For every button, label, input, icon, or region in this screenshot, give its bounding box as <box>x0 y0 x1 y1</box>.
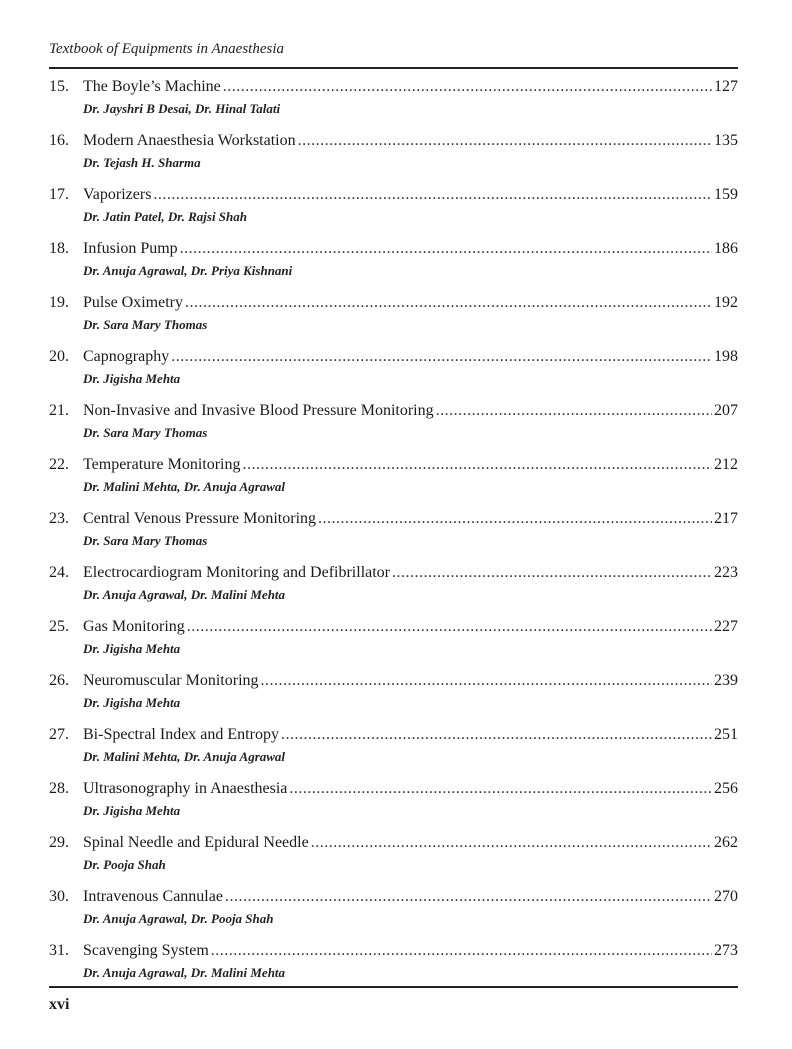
chapter-page: 192 <box>714 294 738 311</box>
toc-entry <box>49 184 738 238</box>
chapter-authors: Dr. Tejash H. Sharma <box>83 155 201 170</box>
chapter-authors: Dr. Anuja Agrawal, Dr. Pooja Shah <box>83 911 274 926</box>
chapter-number: 20. <box>49 348 69 365</box>
header-rule <box>49 67 738 69</box>
chapter-number: 18. <box>49 240 69 257</box>
chapter-page: 256 <box>714 780 738 797</box>
chapter-page: 223 <box>714 564 738 581</box>
dot-leader <box>289 778 712 800</box>
chapter-number: 27. <box>49 726 69 743</box>
toc-entry <box>49 130 738 184</box>
chapter-authors: Dr. Malini Mehta, Dr. Anuja Agrawal <box>83 749 286 764</box>
page-number: xvi <box>49 996 70 1013</box>
toc-entry <box>49 400 738 454</box>
chapter-title: Non-Invasive and Invasive Blood Pressure Monitoring <box>83 402 434 419</box>
chapter-page: 270 <box>714 888 738 905</box>
chapter-title: Bi-Spectral Index and Entropy <box>83 726 279 743</box>
chapter-number: 21. <box>49 402 69 419</box>
dot-leader <box>318 508 712 530</box>
chapter-number: 28. <box>49 780 69 797</box>
dot-leader <box>211 940 712 962</box>
chapter-number: 25. <box>49 618 69 635</box>
chapter-authors: Dr. Jayshri B Desai, Dr. Hinal Talati <box>83 101 281 116</box>
dot-leader <box>180 238 712 260</box>
toc-entry <box>49 724 738 778</box>
chapter-page: 207 <box>714 402 738 419</box>
chapter-number: 26. <box>49 672 69 689</box>
chapter-title: Capnography <box>83 348 170 365</box>
dot-leader <box>171 346 712 368</box>
toc-entry <box>49 346 738 400</box>
chapter-title: Infusion Pump <box>83 240 178 257</box>
chapter-authors: Dr. Sara Mary Thomas <box>83 317 208 332</box>
dot-leader <box>153 184 712 206</box>
toc-entry <box>49 238 738 292</box>
chapter-authors: Dr. Jigisha Mehta <box>83 695 181 710</box>
chapter-authors: Dr. Jigisha Mehta <box>83 371 181 386</box>
chapter-page: 186 <box>714 240 738 257</box>
chapter-page: 251 <box>714 726 738 743</box>
dot-leader <box>436 400 712 422</box>
chapter-number: 31. <box>49 942 69 959</box>
toc-entry <box>49 616 738 670</box>
dot-leader <box>243 454 713 476</box>
chapter-title: Intravenous Cannulae <box>83 888 223 905</box>
chapter-number: 30. <box>49 888 69 905</box>
chapter-title: Vaporizers <box>83 186 152 203</box>
chapter-authors: Dr. Sara Mary Thomas <box>83 533 208 548</box>
toc-entry <box>49 508 738 562</box>
footer-rule <box>49 986 738 988</box>
chapter-authors: Dr. Anuja Agrawal, Dr. Malini Mehta <box>83 587 286 602</box>
chapter-title: Temperature Monitoring <box>83 456 241 473</box>
dot-leader <box>225 886 712 908</box>
toc-entry <box>49 292 738 346</box>
chapter-title: Neuromuscular Monitoring <box>83 672 259 689</box>
chapter-title: Ultrasonography in Anaesthesia <box>83 780 288 797</box>
chapter-number: 17. <box>49 186 69 203</box>
chapter-page: 217 <box>714 510 738 527</box>
chapter-title: Gas Monitoring <box>83 618 185 635</box>
chapter-page: 127 <box>714 78 738 95</box>
chapter-authors: Dr. Anuja Agrawal, Dr. Malini Mehta <box>83 965 286 980</box>
chapter-page: 159 <box>714 186 738 203</box>
chapter-title: The Boyle’s Machine <box>83 78 221 95</box>
toc-entry <box>49 76 738 130</box>
chapter-authors: Dr. Jatin Patel, Dr. Rajsi Shah <box>83 209 247 224</box>
chapter-authors: Dr. Jigisha Mehta <box>83 641 181 656</box>
chapter-title: Central Venous Pressure Monitoring <box>83 510 317 527</box>
dot-leader <box>298 130 712 152</box>
chapter-authors: Dr. Malini Mehta, Dr. Anuja Agrawal <box>83 479 286 494</box>
chapter-authors: Dr. Pooja Shah <box>83 857 166 872</box>
chapter-page: 212 <box>714 456 738 473</box>
chapter-title: Spinal Needle and Epidural Needle <box>83 834 309 851</box>
chapter-number: 22. <box>49 456 69 473</box>
chapter-title: Pulse Oximetry <box>83 294 183 311</box>
toc-entry <box>49 832 738 886</box>
chapter-page: 262 <box>714 834 738 851</box>
dot-leader <box>392 562 712 584</box>
toc-entry <box>49 562 738 616</box>
dot-leader <box>223 76 712 98</box>
toc-entry <box>49 778 738 832</box>
running-header-title: Textbook of Equipments in Anaesthesia <box>49 41 284 57</box>
chapter-number: 15. <box>49 78 69 95</box>
toc-entry <box>49 670 738 724</box>
chapter-title: Scavenging System <box>83 942 209 959</box>
dot-leader <box>187 616 712 638</box>
dot-leader <box>281 724 712 746</box>
chapter-title: Modern Anaesthesia Workstation <box>83 132 296 149</box>
chapter-title: Electrocardiogram Monitoring and Defibrillator <box>83 564 391 581</box>
chapter-number: 24. <box>49 564 69 581</box>
chapter-page: 227 <box>714 618 738 635</box>
chapter-page: 239 <box>714 672 738 689</box>
chapter-number: 16. <box>49 132 69 149</box>
toc-entry <box>49 454 738 508</box>
chapter-number: 19. <box>49 294 69 311</box>
chapter-authors: Dr. Jigisha Mehta <box>83 803 181 818</box>
chapter-page: 135 <box>714 132 738 149</box>
chapter-number: 23. <box>49 510 69 527</box>
dot-leader <box>185 292 712 314</box>
chapter-authors: Dr. Sara Mary Thomas <box>83 425 208 440</box>
toc-entry <box>49 886 738 940</box>
chapter-number: 29. <box>49 834 69 851</box>
chapter-page: 198 <box>714 348 738 365</box>
dot-leader <box>261 670 712 692</box>
chapter-authors: Dr. Anuja Agrawal, Dr. Priya Kishnani <box>83 263 293 278</box>
table-of-contents <box>49 76 738 994</box>
chapter-page: 273 <box>714 942 738 959</box>
dot-leader <box>311 832 712 854</box>
